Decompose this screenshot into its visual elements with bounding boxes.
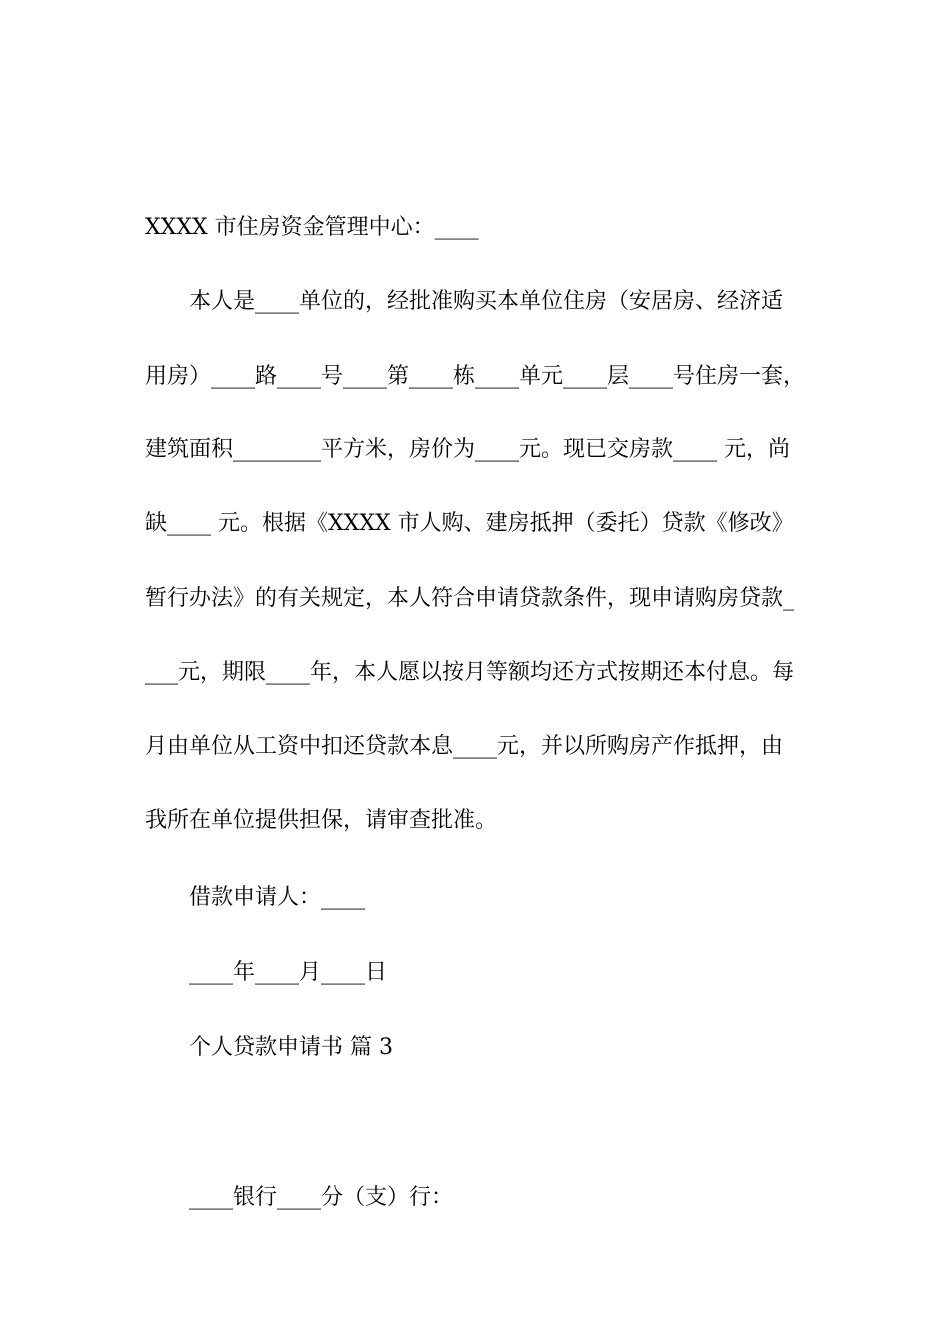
bank-line: ____银行____分（支）行： (189, 1185, 454, 1210)
section-title: 个人贷款申请书 篇 3 (189, 1035, 393, 1060)
date-line: ____年____月____日 (189, 960, 388, 985)
body-line: 暂行办法》的有关规定，本人符合申请贷款条件，现申请购房贷款_ (145, 586, 795, 611)
applicant-line: 借款申请人：____ (189, 885, 366, 910)
body-line: 月由单位从工资中扣还贷款本息____元，并以所购房产作抵押，由 (145, 734, 784, 759)
body-line: 建筑面积________平方米，房价为____元。现已交房款____ 元，尚 (145, 437, 790, 462)
body-line: 本人是____单位的，经批准购买本单位住房（安居房、经济适 (189, 289, 784, 314)
body-line: ___元，期限____年，本人愿以按月等额均还方式按期还本付息。每 (145, 660, 795, 685)
body-line: 我所在单位提供担保，请审查批准。 (145, 808, 498, 833)
body-line: 用房）____路____号____第____栋____单元____层____号住房一套， (145, 364, 806, 389)
body-line: 缺____ 元。根据《XXXX 市人购、建房抵押（委托）贷款《修改》 (145, 511, 794, 536)
addressee-line: XXXX 市住房资金管理中心：____ (145, 215, 479, 240)
